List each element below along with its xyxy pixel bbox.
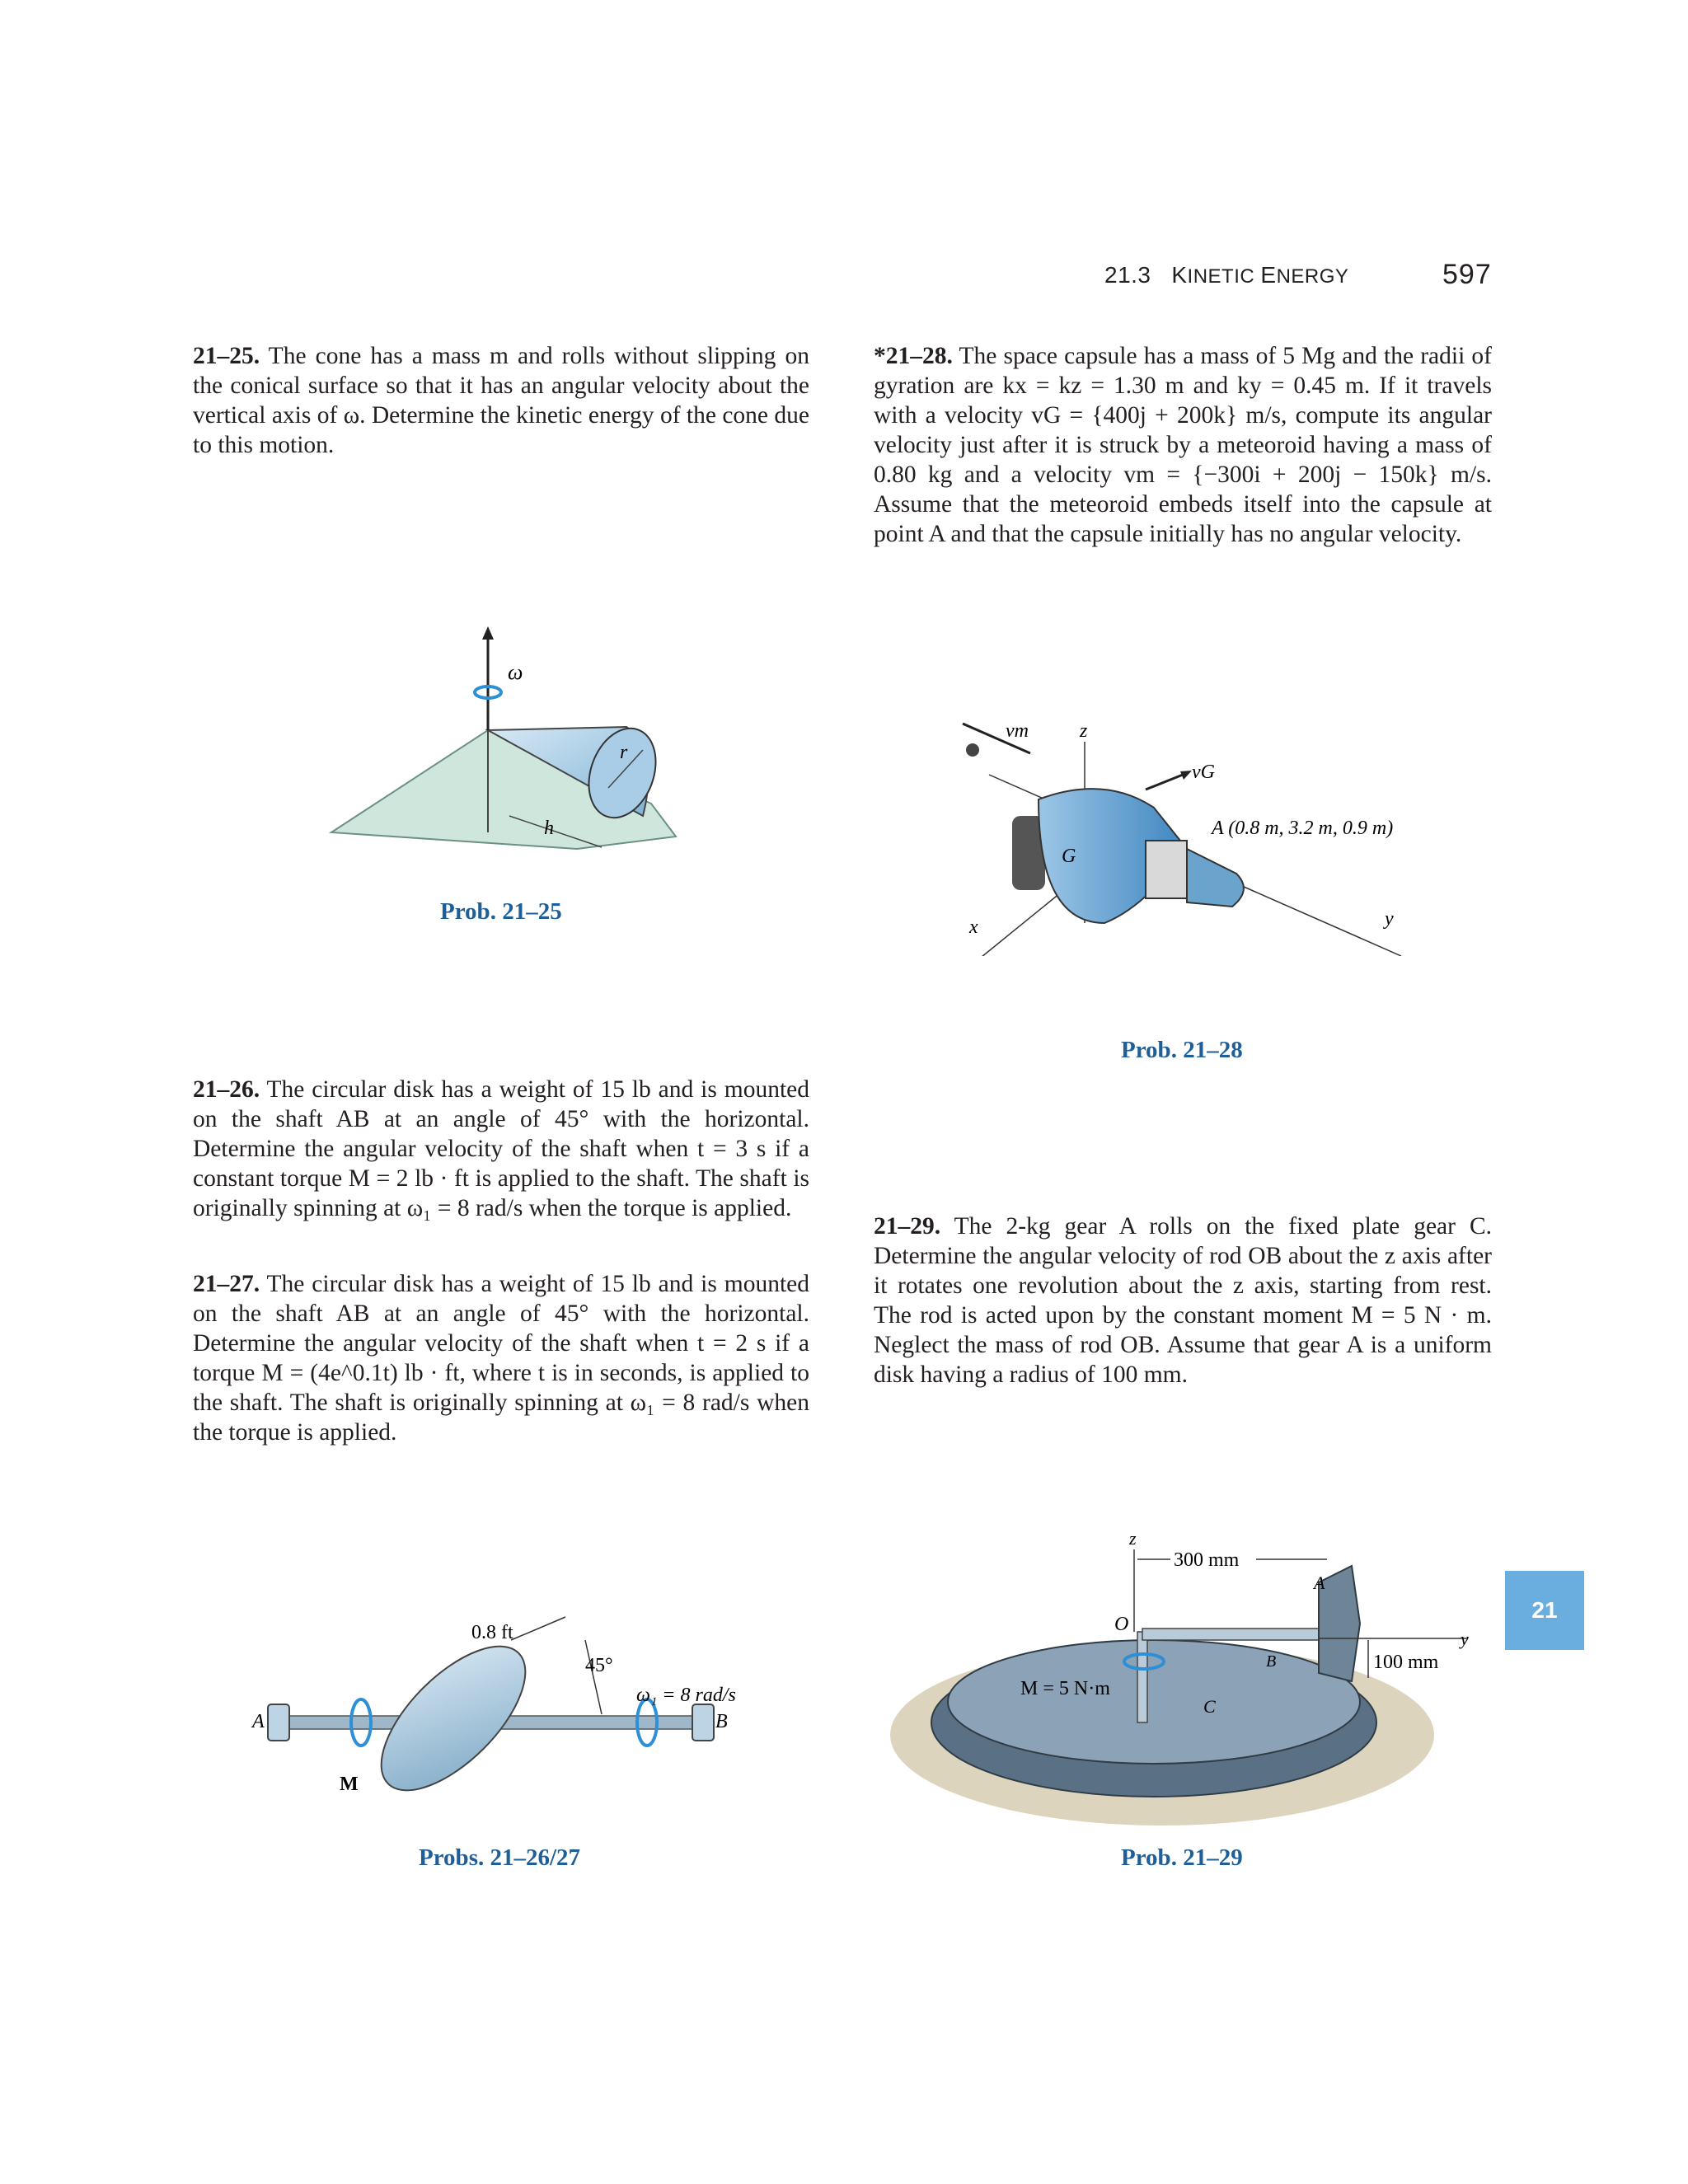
caption-21-25: Prob. 21–25	[440, 898, 562, 925]
svg-text:A: A	[1314, 1572, 1325, 1593]
chapter-tab: 21	[1505, 1571, 1584, 1650]
svg-text:y: y	[1385, 908, 1394, 930]
page-number: 597	[1442, 259, 1492, 290]
omega-label: ω	[508, 660, 523, 684]
problem-21-26: 21–26. The circular disk has a weight of 15 lb and is mounted on the shaft AB at an angle of 45° with the horizontal. Determine the angular velocity of the shaft when t = 3 s if a constant torque M = 2 lb · ft is applied to the shaft. The shaft is originally spinning at ω₁ = 8 rad/s when the torque is applied.	[193, 1076, 809, 1221]
omega1-label: ω₁ = 8 rad/s	[636, 1685, 736, 1706]
svg-text:300 mm: 300 mm	[1174, 1549, 1240, 1571]
svg-text:vG: vG	[1192, 762, 1215, 783]
svg-text:A: A	[252, 1711, 265, 1732]
disk-shaft-figure	[239, 1607, 767, 1821]
section-number: 21.3	[1104, 262, 1151, 288]
caption-21-26-27: Probs. 21–26/27	[419, 1844, 581, 1871]
svg-text:G: G	[1062, 846, 1076, 867]
problem-21-28: *21–28. The space capsule has a mass of 5 Mg and the radii of gyration are kx = kz = 1.30 m and ky = 0.45 m. If it travels with a velocity vG = {400j + 200k} m/s, compute its angular velocity just after it is struck by a meteoroid having a mass of 0.80 kg and a velocity vm = {−300i + 200j − 150k} m/s. Assume that the meteoroid embeds itself into the capsule at point A and that the capsule initially has no angular velocity.	[874, 343, 1492, 547]
svg-text:z: z	[1080, 720, 1088, 742]
gear-figure	[890, 1533, 1484, 1830]
moment-label: M	[340, 1774, 359, 1795]
space-capsule-figure	[940, 709, 1434, 956]
caption-21-29: Prob. 21–29	[1121, 1844, 1243, 1871]
svg-text:0.8 ft: 0.8 ft	[471, 1622, 513, 1643]
svg-text:O: O	[1114, 1614, 1129, 1635]
vm-label: vm	[1006, 720, 1029, 742]
svg-text:100 mm: 100 mm	[1373, 1652, 1439, 1673]
problem-21-25: 21–25. The cone has a mass m and rolls without slipping on the conical surface so that it has an angular velocity about the vertical axis of ω. Determine the kinetic energy of the cone due to this motion.	[193, 343, 810, 458]
svg-text:x: x	[969, 916, 978, 938]
svg-text:y: y	[1461, 1629, 1469, 1649]
svg-text:B: B	[1266, 1652, 1277, 1671]
svg-text:B: B	[715, 1711, 728, 1732]
svg-text:r: r	[620, 742, 628, 763]
point-a-label: A (0.8 m, 3.2 m, 0.9 m)	[1212, 818, 1394, 839]
svg-text:z: z	[1129, 1533, 1137, 1549]
svg-text:45°: 45°	[585, 1655, 613, 1676]
svg-text:h: h	[544, 818, 554, 839]
caption-21-28: Prob. 21–28	[1121, 1037, 1243, 1063]
running-header	[1104, 262, 1348, 288]
problem-21-29: 21–29. The 2-kg gear A rolls on the fixed plate gear C. Determine the angular velocity of rod OB about the z axis after it rotates one revolution about the z axis, starting from rest. The rod is acted upon by the constant moment M = 5 N · m. Neglect the mass of rod OB. Assume that gear A is a uniform disk having a radius of 100 mm.	[874, 1213, 1492, 1388]
cone-figure	[313, 626, 692, 874]
problem-21-27: 21–27. The circular disk has a weight of 15 lb and is mounted on the shaft AB at an angle of 45° with the horizontal. Determine the angular velocity of the shaft when t = 2 s if a torque M = (4e^0.1t) lb · ft, where t is in seconds, is applied to the shaft. The shaft is originally spinning at ω₁ = 8 rad/s when the torque is applied.	[193, 1271, 809, 1446]
svg-text:C: C	[1203, 1696, 1216, 1717]
moment-label-29: M = 5 N·m	[1020, 1678, 1110, 1699]
section-title: KINETIC ENERGY	[1171, 262, 1349, 288]
